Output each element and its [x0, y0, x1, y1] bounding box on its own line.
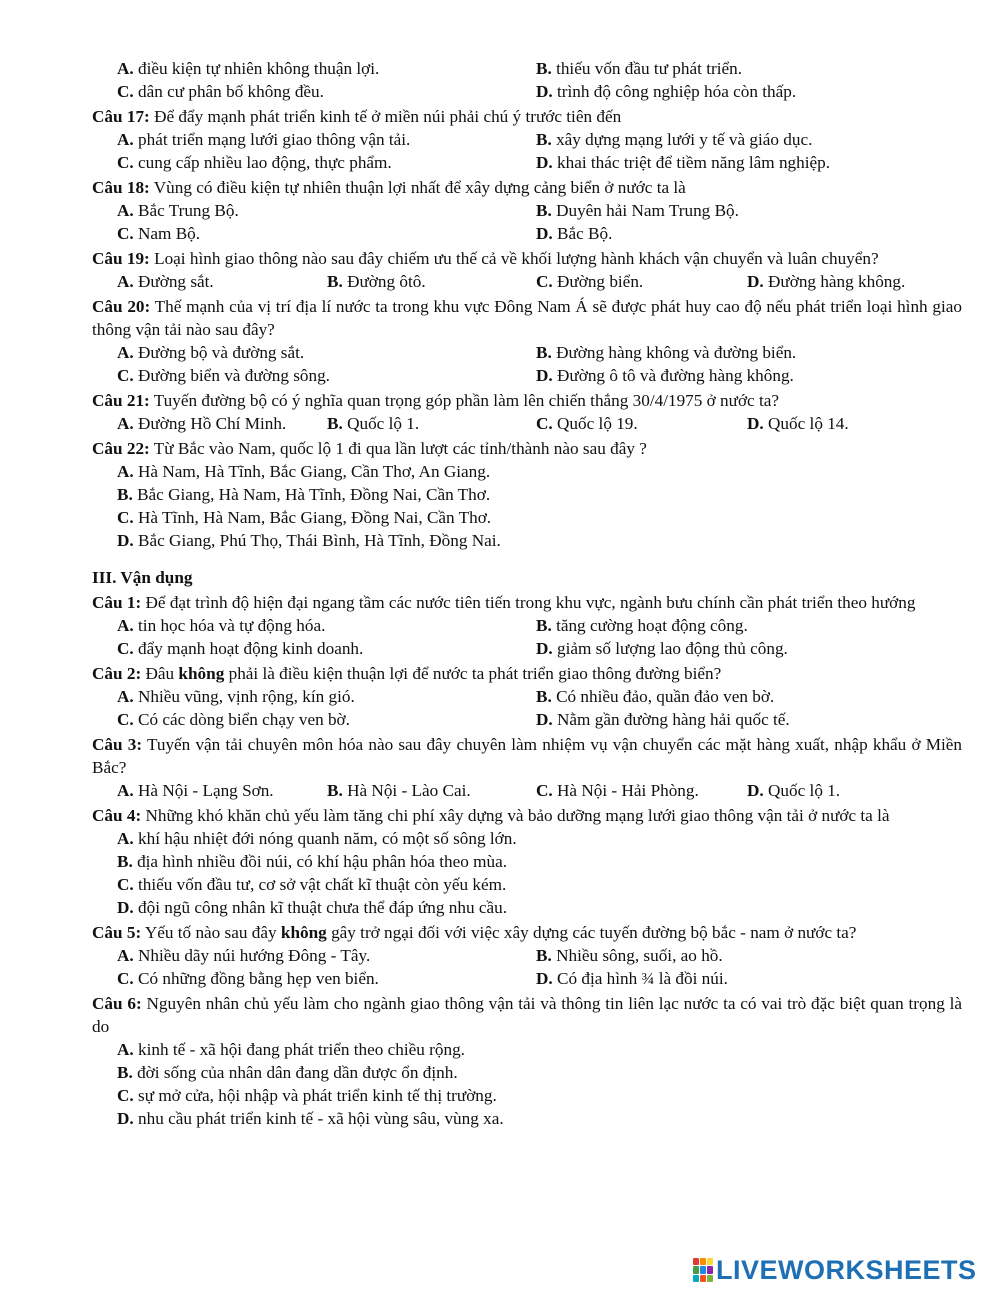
question-v3: Câu 3: Tuyến vận tải chuyên môn hóa nào sau đây chuyên làm nhiệm vụ vận chuyển các mặt hàng xuất, nhập khẩu ở Miền Bắc?	[92, 735, 962, 777]
options-row	[117, 967, 962, 990]
option-d[interactable]: D. Nằm gần đường hàng hải quốc tế.	[536, 710, 790, 729]
option-d[interactable]: D. nhu cầu phát triển kinh tế - xã hội vùng sâu, vùng xa.	[117, 1109, 504, 1128]
options-row	[117, 151, 962, 174]
options-row	[117, 944, 962, 967]
option-c[interactable]: C. dân cư phân bố không đều.	[117, 82, 324, 101]
question-v4: Câu 4: Những khó khăn chủ yếu làm tăng chi phí xây dựng và bảo dưỡng mạng lưới giao thông vận tải ở nước ta là	[92, 806, 890, 825]
option-d[interactable]: D. trình độ công nghiệp hóa còn thấp.	[536, 82, 797, 101]
options-row	[117, 685, 962, 708]
liveworksheets-logo	[693, 1253, 977, 1287]
question-v1: Câu 1: Để đạt trình độ hiện đại ngang tầm các nước tiên tiến trong khu vực, ngành bưu chính cần phát triển theo hướng	[92, 593, 916, 612]
options-row	[117, 270, 962, 293]
option-b[interactable]: B. Có nhiều đảo, quần đảo ven bờ.	[536, 687, 775, 706]
option-a[interactable]: A. Hà Nội - Lạng Sơn.	[117, 781, 274, 800]
option-c[interactable]: C. Hà Nội - Hải Phòng.	[536, 781, 699, 800]
option-c[interactable]: C. Có những đồng bằng hẹp ven biển.	[117, 969, 379, 988]
option-b[interactable]: B. thiếu vốn đầu tư phát triển.	[536, 59, 742, 78]
option-d[interactable]: D. Có địa hình ¾ là đồi núi.	[536, 969, 728, 988]
option-c[interactable]: C. Nam Bộ.	[117, 224, 201, 243]
option-a[interactable]: A. Nhiều dãy núi hướng Đông - Tây.	[117, 946, 371, 965]
option-a[interactable]: A. tin học hóa và tự động hóa.	[117, 616, 326, 635]
section-heading: III. Vận dụng	[92, 568, 193, 587]
options-row	[117, 199, 962, 222]
option-d[interactable]: D. Bắc Bộ.	[536, 224, 613, 243]
question-21: Câu 21: Tuyến đường bộ có ý nghĩa quan trọng góp phần làm lên chiến thắng 30/4/1975 ở nước ta?	[92, 391, 780, 410]
option-b[interactable]: B. xây dựng mạng lưới y tế và giáo dục.	[536, 130, 813, 149]
option-b[interactable]: B. Hà Nội - Lào Cai.	[327, 781, 471, 800]
options-row	[117, 637, 962, 660]
question-v5: Câu 5: Yếu tố nào sau đây không gây trở ngại đối với việc xây dựng các tuyến đường bộ bắc - nam ở nước ta?	[92, 923, 857, 942]
option-d[interactable]: D. Đường ô tô và đường hàng không.	[536, 366, 794, 385]
option-d[interactable]: D. giảm số lượng lao động thủ công.	[536, 639, 788, 658]
option-c[interactable]: C. đẩy mạnh hoạt động kinh doanh.	[117, 639, 364, 658]
option-b[interactable]: B. Nhiều sông, suối, ao hồ.	[536, 946, 723, 965]
liveworksheets-logo-icon	[693, 1258, 713, 1282]
option-a[interactable]: A. Hà Nam, Hà Tĩnh, Bắc Giang, Cần Thơ, An Giang.	[117, 462, 491, 481]
question-v6: Câu 6: Nguyên nhân chủ yếu làm cho ngành giao thông vận tải và thông tin liên lạc nước ta có vai trò đặc biệt quan trọng là do	[92, 994, 962, 1036]
option-b[interactable]: B. địa hình nhiều đồi núi, có khí hậu phân hóa theo mùa.	[117, 852, 507, 871]
option-b[interactable]: B. Đường ôtô.	[327, 272, 426, 291]
option-c[interactable]: C. sự mở cửa, hội nhập và phát triển kinh tế thị trường.	[117, 1086, 497, 1105]
option-c[interactable]: C. cung cấp nhiều lao động, thực phẩm.	[117, 153, 392, 172]
option-b[interactable]: B. Bắc Giang, Hà Nam, Hà Tĩnh, Đồng Nai, Cần Thơ.	[117, 485, 491, 504]
option-c[interactable]: C. Đường biển.	[536, 272, 644, 291]
option-a[interactable]: A. phát triển mạng lưới giao thông vận tải.	[117, 130, 411, 149]
option-d[interactable]: D. Đường hàng không.	[747, 272, 906, 291]
option-b[interactable]: B. Quốc lộ 1.	[327, 414, 420, 433]
question-22: Câu 22: Từ Bắc vào Nam, quốc lộ 1 đi qua lần lượt các tỉnh/thành nào sau đây ?	[92, 439, 647, 458]
brand-text: LIVEWORKSHEETS	[716, 1254, 977, 1285]
option-a[interactable]: A. Đường sắt.	[117, 272, 214, 291]
option-c[interactable]: C. thiếu vốn đầu tư, cơ sở vật chất kĩ thuật còn yếu kém.	[117, 875, 507, 894]
question-20: Câu 20: Thế mạnh của vị trí địa lí nước ta trong khu vực Đông Nam Á sẽ được phát huy cao độ nếu phát triển loại hình giao thông vận tải nào sau đây?	[92, 297, 962, 339]
question-18: Câu 18: Vùng có điều kiện tự nhiên thuận lợi nhất để xây dựng cảng biển ở nước ta là	[92, 178, 686, 197]
option-d[interactable]: D. Quốc lộ 1.	[747, 781, 841, 800]
options-row	[117, 614, 962, 637]
question-19: Câu 19: Loại hình giao thông nào sau đây chiếm ưu thế cả về khối lượng hành khách vận chuyển và luân chuyển?	[92, 249, 879, 268]
options-row	[117, 128, 962, 151]
option-d[interactable]: D. đội ngũ công nhân kĩ thuật chưa thể đáp ứng nhu cầu.	[117, 898, 507, 917]
option-c[interactable]: C. Đường biển và đường sông.	[117, 366, 330, 385]
option-a[interactable]: A. Nhiều vũng, vịnh rộng, kín gió.	[117, 687, 355, 706]
options-row	[117, 412, 962, 435]
option-b[interactable]: B. tăng cường hoạt động công.	[536, 616, 748, 635]
options-row	[117, 57, 962, 80]
option-d[interactable]: D. khai thác triệt để tiềm năng lâm nghiệp.	[536, 153, 831, 172]
option-b[interactable]: B. Duyên hải Nam Trung Bộ.	[536, 201, 739, 220]
option-a[interactable]: A. Đường bộ và đường sắt.	[117, 343, 305, 362]
option-c[interactable]: C. Có các dòng biển chạy ven bờ.	[117, 710, 350, 729]
option-a[interactable]: A. Bắc Trung Bộ.	[117, 201, 239, 220]
option-a[interactable]: A. kinh tế - xã hội đang phát triển theo chiều rộng.	[117, 1040, 465, 1059]
options-row	[117, 708, 962, 731]
question-v2: Câu 2: Đâu không phải là điều kiện thuận lợi để nước ta phát triển giao thông đường biển?	[92, 664, 722, 683]
options-row	[117, 364, 962, 387]
options-row	[117, 779, 962, 802]
worksheet-page	[92, 57, 962, 1130]
option-a[interactable]: A. khí hậu nhiệt đới nóng quanh năm, có một số sông lớn.	[117, 829, 517, 848]
option-b[interactable]: B. Đường hàng không và đường biển.	[536, 343, 797, 362]
option-a[interactable]: A. điều kiện tự nhiên không thuận lợi.	[117, 59, 380, 78]
option-a[interactable]: A. Đường Hồ Chí Minh.	[117, 414, 287, 433]
options-row	[117, 341, 962, 364]
options-row	[117, 80, 962, 103]
option-b[interactable]: B. đời sống của nhân dân đang dần được ổn định.	[117, 1063, 458, 1082]
option-c[interactable]: C. Quốc lộ 19.	[536, 414, 638, 433]
option-d[interactable]: D. Quốc lộ 14.	[747, 414, 849, 433]
options-row	[117, 222, 962, 245]
question-17: Câu 17: Để đẩy mạnh phát triển kinh tế ở miền núi phải chú ý trước tiên đến	[92, 107, 622, 126]
option-c[interactable]: C. Hà Tĩnh, Hà Nam, Bắc Giang, Đồng Nai, Cần Thơ.	[117, 508, 492, 527]
option-d[interactable]: D. Bắc Giang, Phú Thọ, Thái Bình, Hà Tĩnh, Đồng Nai.	[117, 531, 501, 550]
